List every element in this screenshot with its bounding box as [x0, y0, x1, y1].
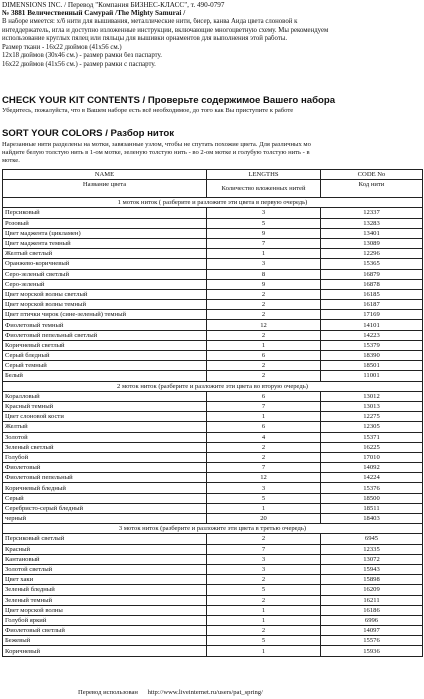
color-name-cell: Розовый — [3, 218, 207, 228]
length-cell: 2 — [207, 289, 321, 299]
header-kit-title: № 3881 Величественный Самурай /The Mighty Samurai / — [2, 9, 186, 17]
color-name-cell: Зеленый темный — [3, 595, 207, 605]
table-row — [3, 300, 423, 310]
color-name-cell: Желтый — [3, 422, 207, 432]
table-row — [3, 269, 423, 279]
color-name-cell: Цвет маджента темный — [3, 238, 207, 248]
document-header — [2, 1, 225, 17]
length-cell: 1 — [207, 503, 321, 513]
length-cell: 6 — [207, 391, 321, 401]
table-row — [3, 463, 423, 473]
col-code-subheader: Код нити — [321, 180, 423, 198]
code-cell: 15936 — [321, 646, 423, 656]
table-row — [3, 544, 423, 554]
length-cell: 20 — [207, 514, 321, 524]
intro-line: В наборе имеется: х/б нити для вышивания, металлические нити, бисер, канва Аида цвета слоновой к — [2, 18, 298, 25]
code-cell: 18511 — [321, 503, 423, 513]
group-title: 1 моток ниток ( разберите и разложите эти цвета в первую очередь) — [3, 198, 423, 208]
color-name-cell: Серо-зеленый светлый — [3, 269, 207, 279]
code-cell: 12337 — [321, 208, 423, 218]
table-row — [3, 554, 423, 564]
length-cell: 7 — [207, 544, 321, 554]
code-cell: 15371 — [321, 432, 423, 442]
table-row — [3, 483, 423, 493]
table-row — [3, 279, 423, 289]
color-name-cell: Цвет птички чирок (сине-зеленый) темный — [3, 310, 207, 320]
code-cell: 13089 — [321, 238, 423, 248]
color-name-cell: Голубой яркий — [3, 615, 207, 625]
code-cell: 14101 — [321, 320, 423, 330]
code-cell: 18403 — [321, 514, 423, 524]
color-name-cell: Кантановый — [3, 554, 207, 564]
code-cell: 13072 — [321, 554, 423, 564]
footer-url-link[interactable]: http://www.liveinternet.ru/users/pat_spring/ — [147, 689, 263, 696]
code-cell: 11001 — [321, 371, 423, 381]
color-name-cell: Коралловый — [3, 391, 207, 401]
table-row — [3, 249, 423, 259]
table-row — [3, 371, 423, 381]
length-cell: 12 — [207, 473, 321, 483]
length-cell: 2 — [207, 595, 321, 605]
table-row — [3, 320, 423, 330]
color-name-cell: Цвет хаки — [3, 575, 207, 585]
sort-text-line: найдите белую толстую нить в 1-ом мотке, зеленую толстую нить - во 2-ом мотке и голубую толстую нить - в — [2, 149, 310, 156]
color-name-cell: Бежевый — [3, 636, 207, 646]
color-name-cell: Цвет морской волны — [3, 605, 207, 615]
code-cell: 16211 — [321, 595, 423, 605]
length-cell: 12 — [207, 320, 321, 330]
color-name-cell: Персиковый — [3, 208, 207, 218]
sort-colors-heading: SORT YOUR COLORS / Разбор ниток — [2, 128, 175, 139]
length-cell: 1 — [207, 249, 321, 259]
code-cell: 18500 — [321, 493, 423, 503]
code-cell: 17169 — [321, 310, 423, 320]
code-cell: 16225 — [321, 442, 423, 452]
code-cell: 12275 — [321, 412, 423, 422]
table-row — [3, 340, 423, 350]
header-publisher: DIMENSIONS INC. / Перевод "Компания БИЗНЕС-КЛАСС", т. 490-0797 — [2, 1, 225, 9]
length-cell: 2 — [207, 361, 321, 371]
length-cell: 1 — [207, 615, 321, 625]
code-cell: 12305 — [321, 422, 423, 432]
table-subheader-row — [3, 180, 423, 198]
length-cell: 5 — [207, 493, 321, 503]
footer-text: Перевод использован — [78, 689, 138, 696]
color-name-cell: Цвет морской волны темный — [3, 300, 207, 310]
code-cell: 15365 — [321, 259, 423, 269]
code-cell: 14223 — [321, 330, 423, 340]
color-name-cell: Золотой светлый — [3, 564, 207, 574]
code-cell: 18390 — [321, 351, 423, 361]
check-kit-text: Убедитесь, пожалуйста, что в Вашем наборе есть всё необходимое, до того как Вы приступите к работе — [2, 107, 294, 114]
length-cell: 7 — [207, 463, 321, 473]
length-cell: 1 — [207, 412, 321, 422]
sort-colors-text — [2, 141, 422, 165]
code-cell: 16209 — [321, 585, 423, 595]
code-cell: 13012 — [321, 391, 423, 401]
length-cell: 3 — [207, 483, 321, 493]
intro-line: Размер ткани - 16х22 дюймов (41х56 см.) — [2, 43, 122, 51]
color-name-cell: Голубой — [3, 452, 207, 462]
length-cell: 2 — [207, 534, 321, 544]
table-row — [3, 422, 423, 432]
color-name-cell: Цвет слоновой кости — [3, 412, 207, 422]
table-row — [3, 238, 423, 248]
color-name-cell: Зеленый бледный — [3, 585, 207, 595]
color-name-cell: Белый — [3, 371, 207, 381]
table-row — [3, 636, 423, 646]
col-code-header: CODE No — [321, 170, 423, 180]
table-row — [3, 626, 423, 636]
code-cell: 15943 — [321, 564, 423, 574]
color-name-cell: Персиковый светлый — [3, 534, 207, 544]
color-name-cell: Красный — [3, 544, 207, 554]
col-name-header: NAME — [3, 170, 207, 180]
thread-table — [2, 169, 423, 657]
length-cell: 9 — [207, 228, 321, 238]
table-row — [3, 575, 423, 585]
length-cell: 1 — [207, 646, 321, 656]
color-name-cell: Цвет маджента (цикламен) — [3, 228, 207, 238]
table-row — [3, 595, 423, 605]
table-row — [3, 503, 423, 513]
table-row — [3, 218, 423, 228]
table-row — [3, 646, 423, 656]
code-cell: 15379 — [321, 340, 423, 350]
sort-text-line: Нарезанные нити разделены на мотки, завязанные узлом, чтобы не спутать похожие цвета. Для различных мо — [2, 141, 311, 148]
table-row — [3, 564, 423, 574]
length-cell: 2 — [207, 310, 321, 320]
color-name-cell: черный — [3, 514, 207, 524]
table-row — [3, 289, 423, 299]
length-cell: 7 — [207, 401, 321, 411]
length-cell: 1 — [207, 605, 321, 615]
length-cell: 8 — [207, 269, 321, 279]
color-name-cell: Фиолетовый светлый — [3, 626, 207, 636]
group-title: 2 моток ниток (разберите и разложите эти цвета во вторую очередь) — [3, 381, 423, 391]
col-name-subheader: Название цвета — [3, 180, 207, 198]
length-cell: 5 — [207, 585, 321, 595]
table-row — [3, 228, 423, 238]
table-row — [3, 432, 423, 442]
group-title: 3 моток ниток (разберите и разложите эти цвета в третью очередь) — [3, 524, 423, 534]
table-row — [3, 615, 423, 625]
length-cell: 3 — [207, 564, 321, 574]
color-name-cell: Фиолетовый пепельный светлый — [3, 330, 207, 340]
length-cell: 5 — [207, 218, 321, 228]
length-cell: 2 — [207, 330, 321, 340]
code-cell: 16185 — [321, 289, 423, 299]
code-cell: 6996 — [321, 615, 423, 625]
code-cell: 15576 — [321, 636, 423, 646]
intro-line: интеддержатель, игла и доступно изложенные инструкции, включающие многоцветную схему. Мы рекомендуем — [2, 26, 329, 34]
col-lengths-header: LENGTHS — [207, 170, 321, 180]
length-cell: 2 — [207, 442, 321, 452]
table-row — [3, 259, 423, 269]
table-row — [3, 605, 423, 615]
color-name-cell: Серый бледный — [3, 351, 207, 361]
color-name-cell: Серый темный — [3, 361, 207, 371]
table-row — [3, 412, 423, 422]
code-cell: 14092 — [321, 463, 423, 473]
table-row — [3, 401, 423, 411]
color-name-cell: Серебристо-серый бледный — [3, 503, 207, 513]
color-name-cell: Коричневый бледный — [3, 483, 207, 493]
color-name-cell: Зеленый светлый — [3, 442, 207, 452]
page-footer — [78, 689, 263, 696]
code-cell: 14097 — [321, 626, 423, 636]
color-name-cell: Серо-зеленый — [3, 279, 207, 289]
color-name-cell: Золотой — [3, 432, 207, 442]
color-name-cell: Красный темный — [3, 401, 207, 411]
code-cell: 16879 — [321, 269, 423, 279]
table-row — [3, 452, 423, 462]
intro-line: 12х18 дюймов (30х46 см.) - размер рамки без паспарту. — [2, 52, 162, 60]
code-cell: 13283 — [321, 218, 423, 228]
color-name-cell: Фиолетовый — [3, 463, 207, 473]
table-row — [3, 514, 423, 524]
length-cell: 2 — [207, 626, 321, 636]
table-row — [3, 442, 423, 452]
group-header-row — [3, 524, 423, 534]
color-name-cell: Желтый светлый — [3, 249, 207, 259]
color-name-cell: Серый — [3, 493, 207, 503]
table-row — [3, 391, 423, 401]
col-lengths-subheader: Количество вложенных нитей — [207, 180, 321, 198]
table-row — [3, 310, 423, 320]
length-cell: 2 — [207, 300, 321, 310]
table-row — [3, 473, 423, 483]
length-cell: 1 — [207, 340, 321, 350]
length-cell: 3 — [207, 554, 321, 564]
length-cell: 2 — [207, 452, 321, 462]
table-row — [3, 330, 423, 340]
intro-line: использование круглых пялец или пяльцы для вышивки орнаментов для выполнения этой работы. — [2, 35, 288, 43]
group-header-row — [3, 198, 423, 208]
code-cell: 13401 — [321, 228, 423, 238]
length-cell: 7 — [207, 238, 321, 248]
sort-text-line: мотке. — [2, 157, 20, 164]
table-row — [3, 208, 423, 218]
length-cell: 6 — [207, 422, 321, 432]
color-name-cell: Фиолетовый пепельный — [3, 473, 207, 483]
length-cell: 5 — [207, 636, 321, 646]
color-name-cell: Коричневый — [3, 646, 207, 656]
table-row — [3, 351, 423, 361]
group-header-row — [3, 381, 423, 391]
length-cell: 2 — [207, 371, 321, 381]
table-header-row — [3, 170, 423, 180]
code-cell: 18501 — [321, 361, 423, 371]
code-cell: 15376 — [321, 483, 423, 493]
length-cell: 9 — [207, 279, 321, 289]
intro-line: 16х22 дюймов (41х56 см.) - размер рамки с паспарту. — [2, 60, 156, 68]
code-cell: 16186 — [321, 605, 423, 615]
length-cell: 3 — [207, 208, 321, 218]
color-name-cell: Цвет морской волны светлый — [3, 289, 207, 299]
check-kit-heading: CHECK YOUR KIT CONTENTS / Проверьте содержимое Вашего набора — [2, 95, 336, 106]
code-cell: 12296 — [321, 249, 423, 259]
code-cell: 16187 — [321, 300, 423, 310]
table-row — [3, 493, 423, 503]
code-cell: 17010 — [321, 452, 423, 462]
code-cell: 13013 — [321, 401, 423, 411]
color-name-cell: Фиолетовый темный — [3, 320, 207, 330]
length-cell: 6 — [207, 351, 321, 361]
color-name-cell: Коричневый светлый — [3, 340, 207, 350]
length-cell: 3 — [207, 259, 321, 269]
length-cell: 2 — [207, 575, 321, 585]
code-cell: 14224 — [321, 473, 423, 483]
table-row — [3, 534, 423, 544]
code-cell: 12335 — [321, 544, 423, 554]
table-row — [3, 361, 423, 371]
color-name-cell: Оранжево-коричневый — [3, 259, 207, 269]
code-cell: 15898 — [321, 575, 423, 585]
code-cell: 6945 — [321, 534, 423, 544]
code-cell: 16878 — [321, 279, 423, 289]
intro-paragraph — [2, 18, 422, 70]
length-cell: 4 — [207, 432, 321, 442]
table-row — [3, 585, 423, 595]
